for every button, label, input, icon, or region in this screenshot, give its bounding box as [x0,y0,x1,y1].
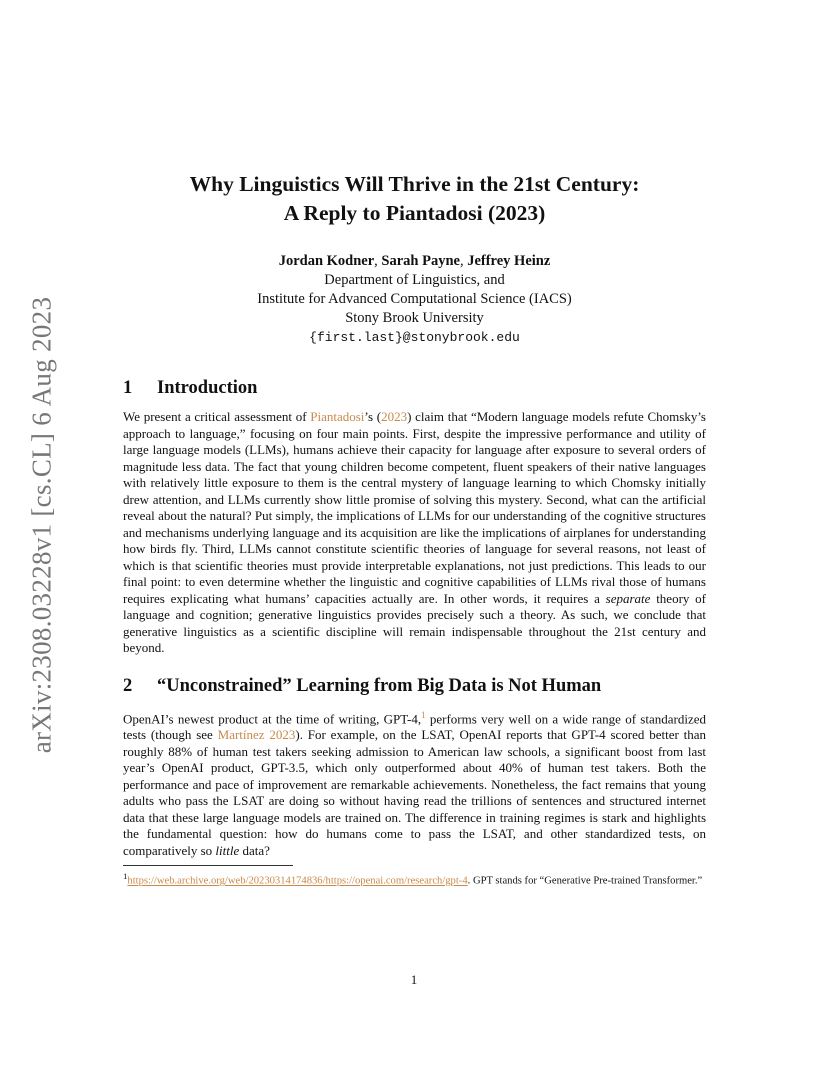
affiliation-line-1: Department of Linguistics, and [324,272,505,288]
arxiv-sidebar-stamp [22,290,62,760]
footnote-url-link[interactable]: https://web.archive.org/web/20230314174836/https://openai.com/research/gpt-4 [127,875,468,887]
affiliation-line-3: Stony Brook University [345,310,484,326]
author-3: Jeffrey Heinz [467,253,551,269]
title-line-1: Why Linguistics Will Thrive in the 21st Century: [189,172,640,196]
section-2-heading [123,675,706,697]
section-1-title: Introduction [157,378,258,398]
title-line-2: A Reply to Piantadosi (2023) [283,201,546,225]
section-2-paragraph: OpenAI’s newest product at the time of writing, GPT-4,$^1$ performs very well on a wide range of standardized tests (though see Martínez 2023). For example, on the LSAT, OpenAI reports that GPT-4 scored better than roughly 88% of human test takers seeking admission to American law schools, a significant boost from last year’s OpenAI product, GPT-3.5, which only outperformed about 40% of human test takers. Both the performance and pace of improvement are remarkable achievements. Nonetheless, the fact remains that young adults who pass the LSAT are doing so without having read the trillions of sentences and structured internet data that these large language models are trained on. The difference in training regimes is stark and highlights the fundamental question: how do humans come to pass the LSAT, and other standardized tests, on comparatively so little data? [123,709,707,858]
citation-piantadosi-year[interactable]: 2023 [381,409,408,424]
citation-piantadosi-name[interactable]: Piantadosi [310,409,365,424]
citation-martinez[interactable]: Martínez 2023 [217,727,296,743]
page-number: 1 [410,972,418,987]
author-block [123,252,706,347]
paper-title [123,170,706,228]
section-1-number: 1 [123,378,133,398]
arxiv-identifier: arXiv:2308.03228v1 [cs.CL] 6 Aug 2023 [26,296,57,754]
footnote-1-mark: 1 [123,871,128,882]
footnote-1: $^1$https://web.archive.org/web/20230314174836/https://openai.com/research/gpt-4. GPT stands for “Generative Pre-trained Transformer.” [123,871,703,887]
author-1: Jordan Kodner [278,253,375,269]
section-2-title: “Unconstrained” Learning from Big Data is Not Human [157,675,602,696]
footnote-divider [123,865,293,866]
paper-page [123,170,706,888]
affiliation-line-2: Institute for Advanced Computational Science (IACS) [257,291,572,307]
section-2-number: 2 [123,675,133,696]
author-names: Jordan Kodner, Sarah Payne, Jeffrey Heinz [278,253,551,269]
section-1-heading [123,377,706,399]
footnote-marker[interactable]: 1 [421,709,426,720]
author-2: Sarah Payne [381,253,460,269]
author-email: {first.last}@stonybrook.edu [309,330,520,345]
section-1-paragraph: We present a critical assessment of Piantadosi’s (2023) claim that “Modern language models refute Chomsky’s approach to language,” focusing on four main points. First, despite the impressive performance and utility of large language models (LLMs), humans achieve their capacity for language after exposure to several orders of magnitude less data. The fact that young children become competent, fluent speakers of their native languages with relatively little exposure to them is the central mystery of language learning to which Chomsky initially drew attention, and LLMs currently show little promise of solving this mystery. Second, what can the artificial reveal about the natural? Put simply, the implications of LLMs for our understanding of the cognitive structures and mechanisms underlying language and its acquisition are like the implications of airplanes for understanding how birds fly. Third, LLMs cannot constitute scientific theories of language for several reasons, not least of which is that scientific theories must provide interpretable explanations, not just predictions. This leads to our final point: to even determine whether the linguistic and cognitive capabilities of LLMs rival those of humans requires explicating what humans’ capacities actually are. In other words, it requires a separate theory of language and cognition; generative linguistics provides precisely such a theory. As such, we conclude that generative linguistics as a scientific discipline will remain indispensable throughout the 21st century and beyond. [123,409,706,655]
